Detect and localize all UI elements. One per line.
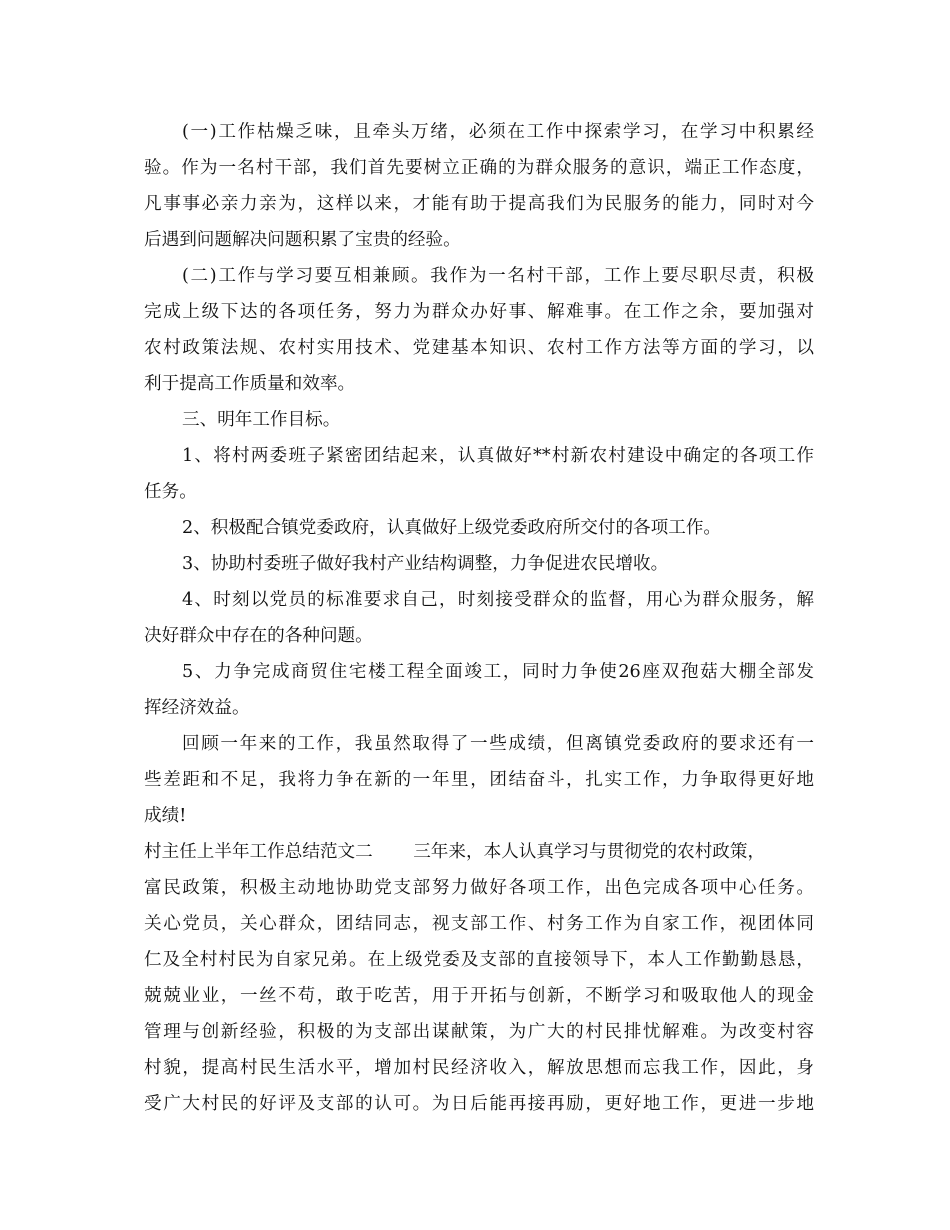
goal-item-5-line-1: 5、力争完成商贸住宅楼工程全面竣工，同时力争使26座双孢菇大棚全部发	[182, 662, 814, 682]
paragraph-2-line-4: 利于提高工作质量和效率。	[144, 374, 356, 394]
goal-item-4-line-1: 4、时刻以党员的标准要求自己，时刻接受群众的监督，用心为群众服务，解	[182, 590, 814, 610]
part-2-line-4: 仁及全村村民为自家兄弟。在上级党委及支部的直接领导下，本人工作勤勤恳恳，	[144, 950, 814, 970]
part-2-line-8: 受广大村民的好评及支部的认可。为日后能再接再励，更好地工作，更进一步地	[144, 1094, 814, 1114]
part-2-line-5: 兢兢业业，一丝不苟，敢于吃苦，用于开拓与创新，不断学习和吸取他人的现金	[144, 986, 814, 1006]
paragraph-2-line-1: (二)工作与学习要互相兼顾。我作为一名村干部，工作上要尽职尽责，积极	[182, 266, 814, 286]
part-2-line-2: 富民政策，积极主动地协助党支部努力做好各项工作，出色完成各项中心任务。	[144, 878, 814, 898]
goal-item-1-line-2: 任务。	[144, 482, 197, 502]
review-line-2: 些差距和不足，我将力争在新的一年里，团结奋斗，扎实工作，力争取得更好地	[144, 770, 814, 790]
part-2-line-3: 关心党员，关心群众，团结同志，视支部工作、村务工作为自家工作，视团体同	[144, 914, 814, 934]
part-2-heading: 村主任上半年工作总结范文二	[144, 842, 373, 862]
paragraph-1-line-3: 凡事事必亲力亲为，这样以来，才能有助于提高我们为民服务的能力，同时对今	[144, 194, 814, 214]
paragraph-1-line-1: (一)工作枯燥乏味，且牵头万绪，必须在工作中探索学习，在学习中积累经	[182, 122, 814, 142]
goal-item-1-line-1: 1、将村两委班子紧密团结起来，认真做好**村新农村建设中确定的各项工作	[182, 446, 814, 466]
part-2-first-line	[144, 834, 814, 870]
goal-item-3: 3、协助村委班子做好我村产业结构调整，力争促进农民增收。	[182, 554, 669, 574]
part-2-line-1-text: 三年来，本人认真学习与贯彻党的农村政策，	[413, 842, 766, 862]
goal-item-5-line-2: 挥经济效益。	[144, 698, 250, 718]
review-line-3: 成绩!	[144, 806, 187, 826]
part-2-line-6: 管理与创新经验，积极的为支部出谋献策，为广大的村民排忧解难。为改变村容	[144, 1022, 814, 1042]
goal-item-4-line-2: 决好群众中存在的各种问题。	[144, 626, 373, 646]
paragraph-2-line-2: 完成上级下达的各项任务，努力为群众办好事、解难事。在工作之余，要加强对	[144, 302, 814, 322]
part-2-line-7: 村貌，提高村民生活水平，增加村民经济收入，解放思想而忘我工作，因此，身	[144, 1058, 814, 1078]
paragraph-2-line-3: 农村政策法规、农村实用技术、党建基本知识、农村工作方法等方面的学习，以	[144, 338, 814, 358]
section-3-heading: 三、明年工作目标。	[182, 410, 341, 430]
paragraph-1-line-4: 后遇到问题解决问题积累了宝贵的经验。	[144, 230, 461, 250]
goal-item-2: 2、积极配合镇党委政府，认真做好上级党委政府所交付的各项工作。	[182, 518, 722, 538]
paragraph-1-line-2: 验。作为一名村干部，我们首先要树立正确的为群众服务的意识，端正工作态度，	[144, 158, 814, 178]
review-line-1: 回顾一年来的工作，我虽然取得了一些成绩，但离镇党委政府的要求还有一	[182, 734, 814, 754]
